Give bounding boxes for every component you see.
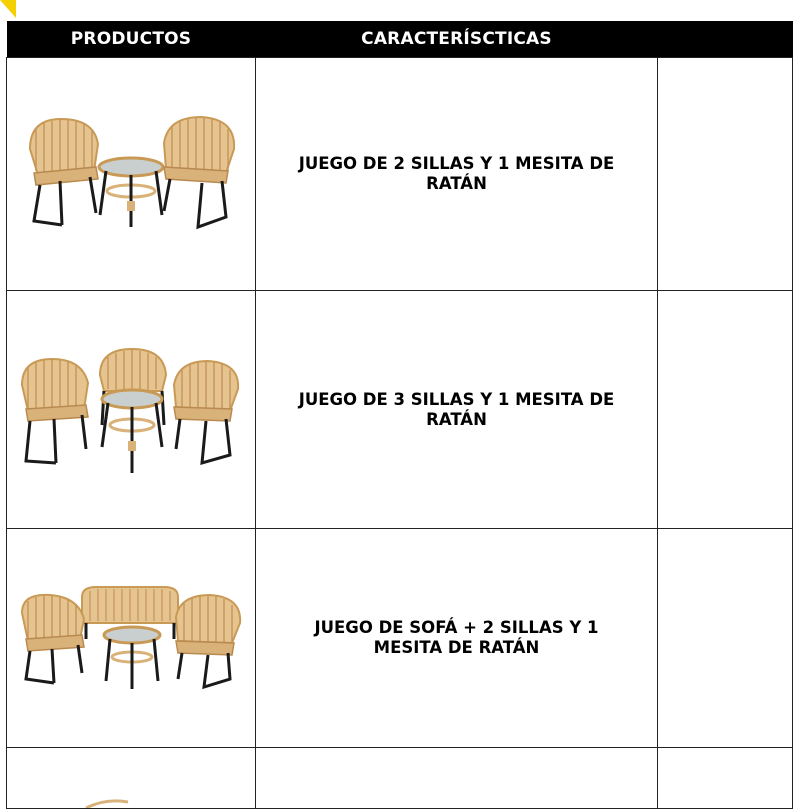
empty-cell: [658, 748, 793, 809]
side-table: [104, 627, 160, 689]
chair-right: [164, 117, 234, 227]
product-table: [6, 21, 793, 809]
product-description: JUEGO DE SOFÁ + 2 SILLAS Y 1 MESITA DE RATÁN: [256, 529, 658, 748]
product-description: JUEGO DE 2 SILLAS Y 1 MESITA DE RATÁN: [256, 58, 658, 291]
header-products: PRODUCTOS: [7, 21, 256, 58]
empty-cell: [658, 529, 793, 748]
product-table-sheet: [6, 21, 792, 809]
empty-cell: [658, 58, 793, 291]
product-image-cell: [7, 748, 256, 809]
chair-right: [174, 361, 238, 463]
table-row: [7, 529, 793, 748]
rattan-set-partial-image: [16, 794, 246, 808]
table-header-row: [7, 21, 793, 58]
rattan-3-chairs-table-image: [16, 345, 246, 475]
header-extra: [658, 21, 793, 58]
rattan-sofa-2-chairs-table-image: [16, 583, 246, 693]
table-row: [7, 291, 793, 529]
table-row: [7, 58, 793, 291]
chair-left: [22, 359, 88, 463]
header-features: CARACTERÍSCTICAS: [256, 21, 658, 58]
product-image-cell: [7, 529, 256, 748]
product-description: [256, 748, 658, 809]
side-table: [99, 158, 163, 227]
rattan-2-chairs-table-image: [16, 109, 246, 239]
product-image-cell: [7, 58, 256, 291]
table-row: [7, 748, 793, 809]
product-image-cell: [7, 291, 256, 529]
empty-cell: [658, 291, 793, 529]
chair-left: [30, 119, 98, 225]
yellow-accent-corner: [0, 0, 16, 18]
chair-left: [22, 595, 84, 683]
product-description: JUEGO DE 3 SILLAS Y 1 MESITA DE RATÁN: [256, 291, 658, 529]
chair-right: [176, 595, 240, 687]
side-table: [102, 390, 162, 473]
